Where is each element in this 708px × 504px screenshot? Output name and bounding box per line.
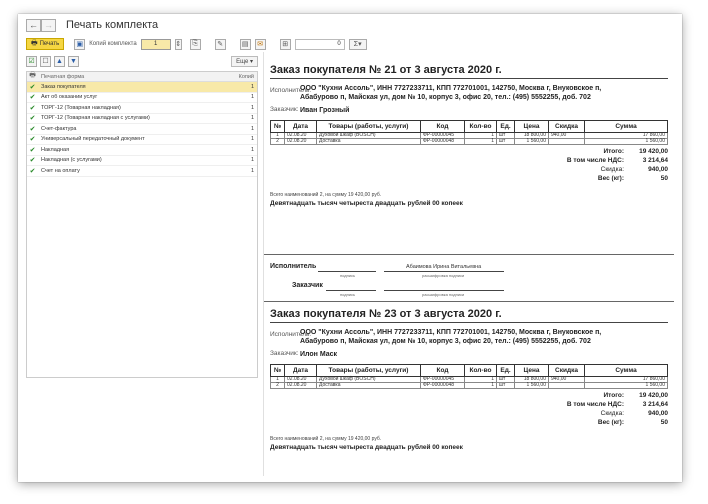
table-row — [271, 383, 668, 389]
weight-value: 50 — [660, 175, 668, 182]
col-unit: Ед. — [497, 121, 515, 133]
vat-row — [270, 401, 668, 410]
cell: 940,00 — [549, 133, 585, 139]
list-item[interactable] — [27, 156, 257, 167]
cell: ФР-00000045 — [421, 133, 465, 139]
customer-name: Илон Маск — [300, 351, 338, 358]
col-discount: Скидка — [549, 365, 585, 377]
cell: 1 — [465, 139, 497, 145]
cell: Доставка — [317, 139, 421, 145]
cell: 1 — [271, 377, 285, 383]
list-item-name: Счет на оплату — [41, 167, 80, 174]
discount-row — [270, 410, 668, 419]
list-item-copies[interactable]: 1 — [250, 136, 254, 143]
copies-label: Копий комплекта — [89, 41, 137, 47]
checkbox-checked-icon[interactable]: ✔ — [29, 83, 36, 91]
list-item[interactable] — [27, 166, 257, 177]
discount-label: Скидка: — [600, 410, 624, 417]
copies-icon[interactable]: ▣ — [74, 39, 85, 50]
print-button-label: Печать — [39, 41, 60, 47]
col-qty: Кол-во — [465, 121, 497, 133]
cell: 17 860,00 — [585, 133, 668, 139]
uncheck-all-icon[interactable]: ☐ — [40, 56, 51, 67]
executor-name: Абаимова Ирина Витальевна — [406, 264, 482, 270]
list-item-copies[interactable]: 1 — [250, 167, 254, 174]
vat-value: 3 214,64 — [642, 401, 668, 408]
cell: ФР-00000048 — [421, 383, 465, 389]
col-sum: Сумма — [585, 121, 668, 133]
customer-label: Заказчик: — [270, 350, 299, 357]
sum-counter-input[interactable]: 0 — [295, 39, 345, 50]
table-icon[interactable]: ⊞ — [280, 39, 291, 50]
total-value: 19 420,00 — [639, 392, 668, 399]
cell: Доставка — [317, 383, 421, 389]
executor-line-1: ООО "Кухни Ассоль", ИНН 7727233711, КПП 772701001, 142750, Москва г, Внуковское п, — [300, 85, 602, 92]
more-button-label: Еще — [236, 58, 249, 65]
list-item-name: ТОРГ-12 (Товарная накладная) — [41, 104, 121, 111]
weight-label: Вес (кг): — [597, 419, 624, 426]
document-preview[interactable] — [263, 52, 674, 476]
customer-sign-hint: подпись — [340, 292, 356, 297]
executor-sign-hint: подпись — [340, 273, 356, 278]
summary-count: Всего наименований 2, на сумму 19 420,00 руб. — [270, 192, 382, 198]
checkbox-checked-icon[interactable]: ✔ — [29, 157, 36, 165]
discount-row — [270, 166, 668, 175]
cell: Духовой шкаф (BOSCH) — [317, 377, 421, 383]
checkbox-checked-icon[interactable]: ✔ — [29, 167, 36, 175]
print-set-window — [18, 14, 682, 482]
document-title: Заказ покупателя № 21 от 3 августа 2020 г. — [270, 64, 668, 79]
checkbox-checked-icon[interactable]: ✔ — [29, 136, 36, 144]
cell — [549, 139, 585, 145]
vat-label: В том числе НДС: — [566, 157, 624, 164]
list-item-copies[interactable]: 1 — [250, 94, 254, 101]
signature-executor-label: Исполнитель — [270, 263, 317, 270]
col-code: Код — [421, 121, 465, 133]
total-label: Итого: — [603, 148, 624, 155]
col-price: Цена — [515, 365, 549, 377]
list-item-copies[interactable]: 1 — [250, 83, 254, 90]
list-item-name: Накладная (с услугами) — [41, 157, 102, 164]
document-title: Заказ покупателя № 23 от 3 августа 2020 г. — [270, 308, 668, 323]
total-label: Итого: — [603, 392, 624, 399]
col-sum: Сумма — [585, 365, 668, 377]
list-item-name: Счет-фактура — [41, 125, 77, 132]
cell: 02.08.20 — [285, 377, 317, 383]
list-item-copies[interactable]: 1 — [250, 125, 254, 132]
weight-row — [270, 175, 668, 184]
col-goods: Товары (работы, услуги) — [317, 365, 421, 377]
items-table — [270, 364, 668, 389]
cell: 1 — [271, 133, 285, 139]
executor-decode-line — [384, 271, 504, 272]
discount-value: 940,00 — [648, 166, 668, 173]
col-print-form: Печатная форма — [41, 73, 85, 80]
list-item[interactable] — [27, 103, 257, 114]
list-item-name: Акт об оказании услуг — [41, 94, 98, 101]
total-value: 19 420,00 — [639, 148, 668, 155]
cell: 17 860,00 — [585, 377, 668, 383]
print-form-panel — [26, 54, 258, 378]
customer-sign-line — [326, 290, 376, 291]
col-qty: Кол-во — [465, 365, 497, 377]
table-header-row — [271, 365, 668, 377]
checkbox-checked-icon[interactable]: ✔ — [29, 115, 36, 123]
vat-row — [270, 157, 668, 166]
col-price: Цена — [515, 121, 549, 133]
checkbox-checked-icon[interactable]: ✔ — [29, 125, 36, 133]
cell: шт — [497, 133, 515, 139]
customer-decode-hint: расшифровка подписи — [422, 292, 465, 297]
list-item-copies[interactable]: 1 — [250, 104, 254, 111]
back-arrow-icon[interactable]: ← — [26, 19, 41, 32]
checkbox-checked-icon[interactable]: ✔ — [29, 104, 36, 112]
executor-label: Исполнитель: — [270, 331, 312, 338]
list-item-copies[interactable]: 1 — [250, 157, 254, 164]
copies-input[interactable]: 1 — [141, 39, 171, 50]
cell: 1 — [465, 133, 497, 139]
printer-icon: 🖶 — [31, 39, 38, 47]
discount-value: 940,00 — [648, 410, 668, 417]
cell: 18 800,00 — [515, 377, 549, 383]
vat-label: В том числе НДС: — [566, 401, 624, 408]
mail-icon[interactable]: ✉ — [255, 39, 266, 50]
cell: шт — [497, 377, 515, 383]
executor-line-2: Абабурово п, Майская ул, дом № 10, корпус 3, офис 20, тел.: (495) 5552255, доб. 702 — [300, 338, 591, 345]
list-item-name: Накладная — [41, 146, 70, 153]
weight-label: Вес (кг): — [597, 175, 624, 182]
list-item-name: Заказ покупателя — [41, 83, 86, 90]
cell: 1 560,00 — [585, 139, 668, 145]
cell: Духовой шкаф (BOSCH) — [317, 133, 421, 139]
totals-block — [270, 148, 668, 184]
list-item-name: ТОРГ-12 (Товарная накладная с услугами) — [41, 115, 150, 122]
discount-label: Скидка: — [600, 166, 624, 173]
cell: 2 — [271, 383, 285, 389]
cell: 940,00 — [549, 377, 585, 383]
list-item-copies[interactable]: 1 — [250, 146, 254, 153]
executor-decode-hint: расшифровка подписи — [422, 273, 465, 278]
list-item[interactable] — [27, 114, 257, 125]
col-code: Код — [421, 365, 465, 377]
col-unit: Ед. — [497, 365, 515, 377]
weight-row — [270, 419, 668, 428]
edit-icon[interactable]: ✎ — [215, 39, 226, 50]
list-item[interactable] — [27, 93, 257, 104]
cell: 1 — [465, 377, 497, 383]
cell: 1 560,00 — [585, 383, 668, 389]
signature-block — [264, 254, 674, 302]
list-item[interactable] — [27, 82, 257, 93]
more-button[interactable]: Еще ▾ — [231, 56, 258, 67]
summary-words: Девятнадцать тысяч четыреста двадцать рублей 00 копеек — [270, 200, 463, 207]
total-row — [270, 392, 668, 401]
customer-row — [270, 106, 668, 115]
cell: 1 560,00 — [515, 139, 549, 145]
cell: шт — [497, 139, 515, 145]
preview-icon[interactable]: ⎘ — [190, 39, 201, 50]
executor-row — [270, 84, 668, 102]
customer-row — [270, 350, 668, 359]
executor-row — [270, 328, 668, 346]
list-item[interactable] — [27, 135, 257, 146]
customer-decode-line — [384, 290, 504, 291]
col-copies: Копий — [238, 73, 254, 80]
cell: ФР-00000048 — [421, 139, 465, 145]
checkbox-checked-icon[interactable]: ✔ — [29, 146, 36, 154]
printer-column-icon: 🖶 — [29, 72, 36, 79]
cell: 02.08.20 — [285, 383, 317, 389]
move-down-icon[interactable]: ▼ — [68, 56, 79, 67]
title-bar — [18, 14, 682, 36]
table-row — [271, 139, 668, 145]
cell: ФР-00000045 — [421, 377, 465, 383]
executor-line-2: Абабурово п, Майская ул, дом № 10, корпус 3, офис 20, тел.: (495) 5552255, доб. 702 — [300, 94, 591, 101]
cell: 02.08.20 — [285, 133, 317, 139]
cell: 18 800,00 — [515, 133, 549, 139]
list-item[interactable] — [27, 145, 257, 156]
cell — [549, 383, 585, 389]
cell: 1 — [465, 383, 497, 389]
totals-block — [270, 392, 668, 428]
list-header — [27, 72, 257, 82]
executor-sign-line — [318, 271, 376, 272]
col-discount: Скидка — [549, 121, 585, 133]
cell: шт — [497, 383, 515, 389]
summary-count: Всего наименований 2, на сумму 19 420,00 руб. — [270, 436, 382, 442]
cell: 1 560,00 — [515, 383, 549, 389]
copies-stepper[interactable]: ⇕ — [175, 39, 182, 50]
check-all-icon[interactable]: ☑ — [26, 56, 37, 67]
list-empty-area — [27, 177, 257, 377]
total-row — [270, 148, 668, 157]
summary-words: Девятнадцать тысяч четыреста двадцать рублей 00 копеек — [270, 444, 463, 451]
weight-value: 50 — [660, 419, 668, 426]
vat-value: 3 214,64 — [642, 157, 668, 164]
col-date: Дата — [285, 121, 317, 133]
list-toolbar — [26, 54, 258, 68]
list-item-name: Универсальный передаточный документ — [41, 136, 145, 143]
save-icon[interactable]: ▤ — [240, 39, 251, 50]
col-number: № — [271, 365, 285, 377]
items-table — [270, 120, 668, 145]
cell: 02.08.20 — [285, 139, 317, 145]
forward-arrow-icon[interactable]: → — [41, 19, 56, 32]
print-button[interactable] — [26, 38, 64, 50]
document-order-23 — [270, 308, 668, 451]
executor-label: Исполнитель: — [270, 87, 312, 94]
list-item[interactable] — [27, 124, 257, 135]
table-header-row — [271, 121, 668, 133]
col-number: № — [271, 121, 285, 133]
col-date: Дата — [285, 365, 317, 377]
customer-label: Заказчик: — [270, 106, 299, 113]
move-up-icon[interactable]: ▲ — [54, 56, 65, 67]
col-goods: Товары (работы, услуги) — [317, 121, 421, 133]
customer-name: Иван Грозный — [300, 107, 350, 114]
cell: 2 — [271, 139, 285, 145]
sum-icon[interactable]: Σ▾ — [349, 39, 367, 50]
signature-customer-label: Заказчик — [292, 282, 323, 289]
main-toolbar — [26, 37, 367, 51]
print-form-list — [26, 71, 258, 378]
checkbox-checked-icon[interactable]: ✔ — [29, 94, 36, 102]
document-order-21 — [270, 64, 668, 207]
executor-line-1: ООО "Кухни Ассоль", ИНН 7727233711, КПП 772701001, 142750, Москва г, Внуковское п, — [300, 329, 602, 336]
window-title: Печать комплекта — [66, 19, 159, 31]
list-item-copies[interactable]: 1 — [250, 115, 254, 122]
